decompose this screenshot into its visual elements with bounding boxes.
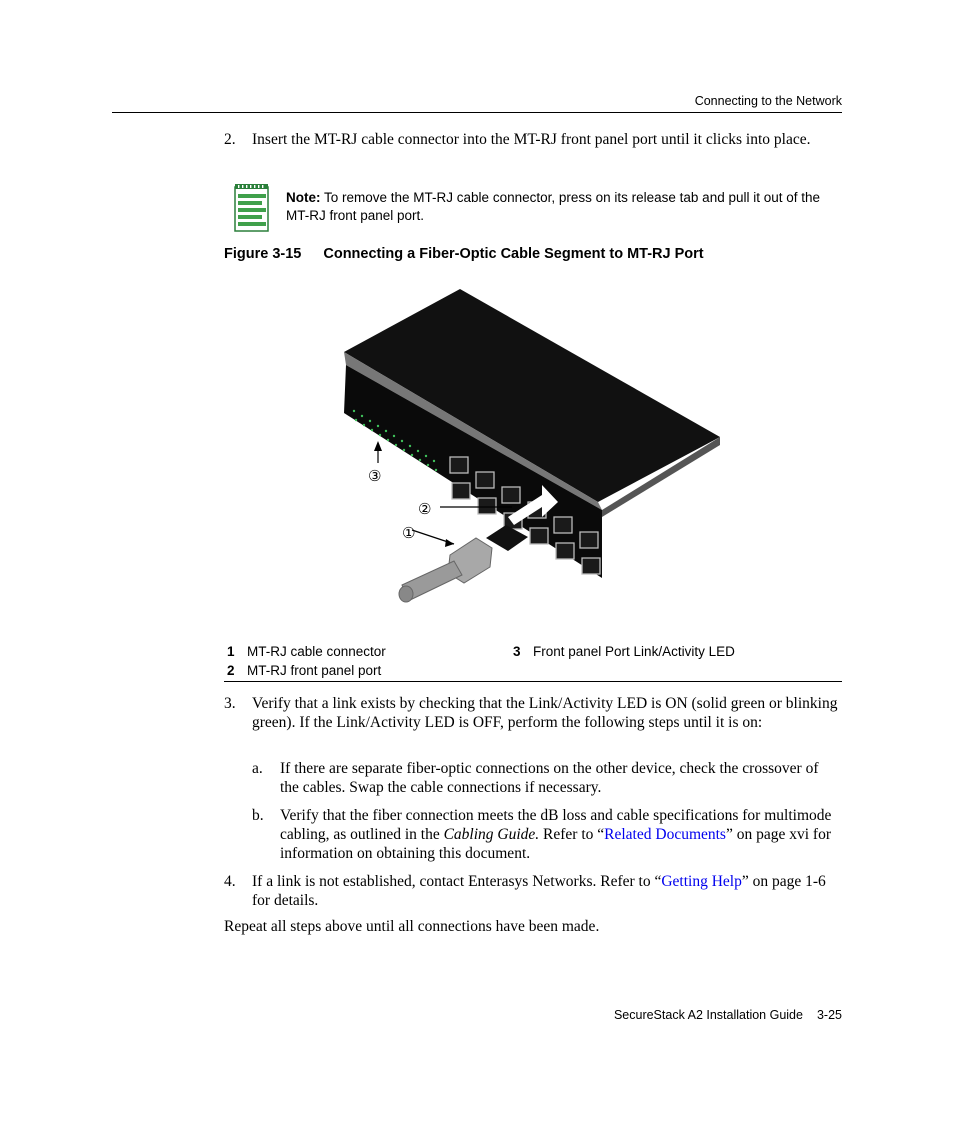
page-number: 3-25: [816, 1008, 842, 1022]
legend-item-2: 2 MT-RJ front panel port: [227, 663, 382, 678]
step-number: 3.: [224, 695, 236, 712]
note-text: To remove the MT-RJ cable connector, press on its release tab and pull it out of the MT-RJ front panel port.: [286, 190, 821, 223]
step-number: 2.: [224, 131, 236, 148]
callout-1: ①: [402, 524, 416, 542]
fiber-cable-end: [399, 586, 413, 602]
substep-a: [252, 759, 842, 799]
callout-3: ③: [368, 467, 382, 485]
footer-title: SecureStack A2 Installation Guide: [613, 1008, 803, 1022]
step-text: Verify that a link exists by checking that the Link/Activity LED is ON (solid green or blinking green). If the Link/Activity LED is OFF, perform the following steps until it is on:: [252, 695, 838, 731]
step-text: Insert the MT-RJ cable connector into the MT-RJ front panel port until it clicks into place.: [252, 131, 811, 148]
note-label: Note:: [286, 190, 321, 205]
note-pad-icon: [234, 183, 270, 233]
getting-help-link[interactable]: Getting Help: [661, 873, 742, 890]
running-head: Connecting to the Network: [694, 94, 842, 108]
substep-letter: b.: [252, 807, 264, 824]
cabling-guide-title: Cabling Guide.: [443, 826, 540, 843]
figure-number: Figure 3-15: [224, 246, 302, 262]
note: [286, 189, 846, 224]
related-documents-link[interactable]: Related Documents: [604, 826, 726, 843]
figure-caption: [224, 246, 704, 262]
step-text: If a link is not established, contact Enterasys Networks. Refer to “Getting Help” on page 1-6 for details.: [252, 873, 826, 909]
substep-letter: a.: [252, 760, 263, 777]
step-2: [224, 130, 844, 170]
switch-illustration: [330, 285, 730, 615]
substep-b: [252, 806, 842, 866]
step-4: [224, 872, 844, 912]
step-3: [224, 694, 844, 754]
legend-item-3: 3 Front panel Port Link/Activity LED: [513, 644, 735, 659]
substep-text: If there are separate fiber-optic connections on the other device, check the crossover of the cables. Swap the cable connections if necessary.: [280, 760, 819, 796]
figure-title: Connecting a Fiber-Optic Cable Segment to MT-RJ Port: [323, 246, 704, 262]
substep-text: Verify that the fiber connection meets the dB loss and cable specifications for multimode cabling, as outlined in the Cabling Guide. Refer to “Related Documents” on page xvi for information on obtaining this document.: [280, 807, 832, 862]
closing-paragraph: Repeat all steps above until all connections have been made.: [224, 918, 600, 935]
callout-2: ②: [418, 500, 432, 518]
legend-item-1: 1 MT-RJ cable connector: [227, 644, 386, 659]
header-rule: [112, 112, 842, 113]
step-number: 4.: [224, 873, 236, 890]
page-footer: [560, 1008, 842, 1022]
legend-rule: [224, 681, 842, 682]
